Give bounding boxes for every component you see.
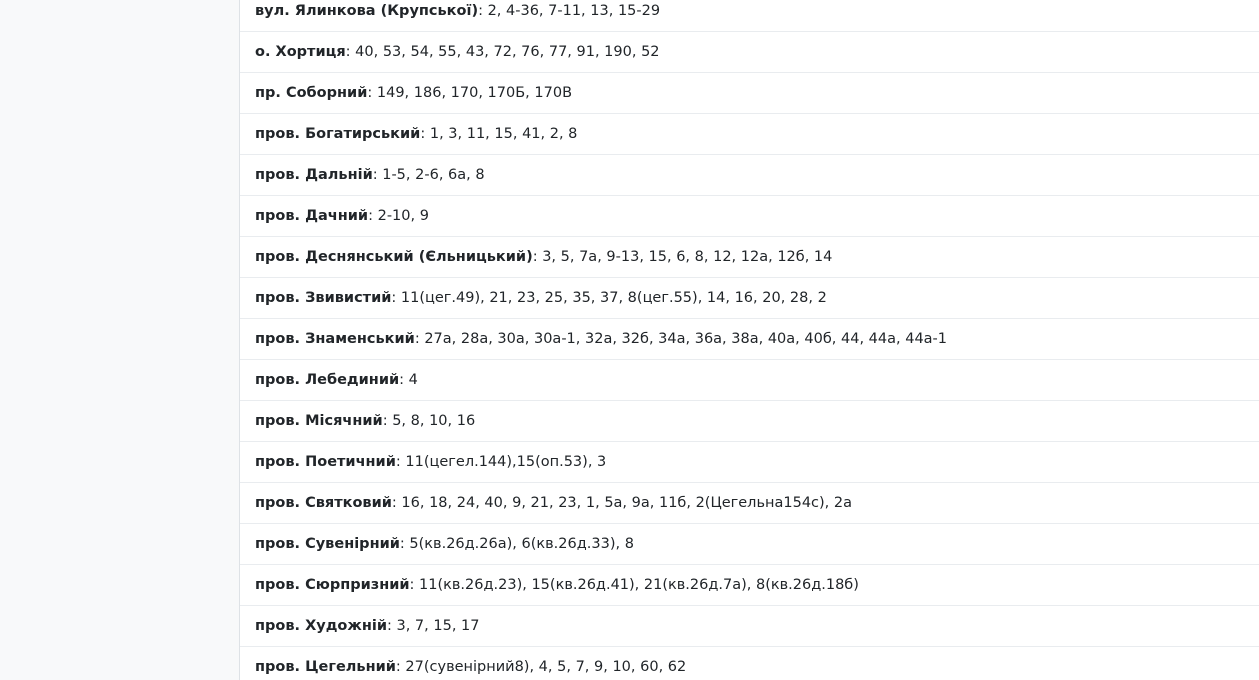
street-name: пров. Місячний (255, 413, 383, 429)
list-item (240, 606, 1259, 647)
house-numbers: : 2-10, 9 (368, 208, 429, 224)
list-item (240, 0, 1259, 32)
list-item (240, 360, 1259, 401)
street-name: пров. Дачний (255, 208, 369, 224)
house-numbers: : 11(кв.26д.23), 15(кв.26д.41), 21(кв.26д.7а), 8(кв.26д.18б) (409, 577, 859, 593)
left-sidebar (0, 0, 240, 680)
street-name: пров. Дальній (255, 167, 373, 183)
house-numbers: : 2, 4-36, 7-11, 13, 15-29 (478, 3, 661, 19)
house-numbers: : 5(кв.26д.26а), 6(кв.26д.33), 8 (399, 536, 634, 552)
street-list-container (240, 0, 1259, 680)
house-numbers: : 3, 7, 15, 17 (386, 618, 480, 634)
street-name: пров. Богатирський (255, 126, 421, 142)
street-list (240, 0, 1259, 680)
street-name: пров. Сюрпризний (255, 577, 410, 593)
house-numbers: : 1, 3, 11, 15, 41, 2, 8 (420, 126, 578, 142)
street-name: вул. Ялинкова (Крупської) (255, 3, 479, 19)
list-item (240, 524, 1259, 565)
list-item (240, 73, 1259, 114)
list-item (240, 565, 1259, 606)
list-item (240, 32, 1259, 73)
house-numbers: : 16, 18, 24, 40, 9, 21, 23, 1, 5а, 9а, 11б, 2(Цегельна154с), 2а (391, 495, 852, 511)
street-name: пров. Лебединий (255, 372, 400, 388)
street-name: пров. Поетичний (255, 454, 396, 470)
house-numbers: : 3, 5, 7а, 9-13, 15, 6, 8, 12, 12а, 12б, 14 (532, 249, 833, 265)
street-name: пров. Цегельний (255, 659, 396, 675)
house-numbers: : 11(цег.49), 21, 23, 25, 35, 37, 8(цег.55), 14, 16, 20, 28, 2 (391, 290, 827, 306)
street-name: пров. Святковий (255, 495, 392, 511)
house-numbers: : 5, 8, 10, 16 (382, 413, 476, 429)
street-name: пров. Звивистий (255, 290, 392, 306)
list-item (240, 647, 1259, 680)
list-item (240, 114, 1259, 155)
street-name: о. Хортиця (255, 44, 346, 60)
street-name: пр. Соборний (255, 85, 368, 101)
house-numbers: : 27(сувенірний8), 4, 5, 7, 9, 10, 60, 62 (395, 659, 687, 675)
house-numbers: : 1-5, 2-6, 6а, 8 (372, 167, 485, 183)
list-item (240, 278, 1259, 319)
street-name: пров. Деснянський (Єльницький) (255, 249, 533, 265)
list-item (240, 196, 1259, 237)
list-item (240, 155, 1259, 196)
list-item (240, 442, 1259, 483)
house-numbers: : 27а, 28а, 30а, 30а-1, 32а, 32б, 34а, 36а, 38а, 40а, 40б, 44, 44а, 44а-1 (414, 331, 948, 347)
street-name: пров. Сувенірний (255, 536, 400, 552)
list-item (240, 483, 1259, 524)
house-numbers: : 11(цегел.144),15(оп.53), 3 (395, 454, 607, 470)
list-item (240, 319, 1259, 360)
street-name: пров. Художній (255, 618, 387, 634)
list-item (240, 401, 1259, 442)
street-name: пров. Знаменський (255, 331, 415, 347)
house-numbers: : 149, 186, 170, 170Б, 170В (367, 85, 573, 101)
house-numbers: : 40, 53, 54, 55, 43, 72, 76, 77, 91, 190, 52 (345, 44, 660, 60)
list-item (240, 237, 1259, 278)
house-numbers: : 4 (399, 372, 418, 388)
